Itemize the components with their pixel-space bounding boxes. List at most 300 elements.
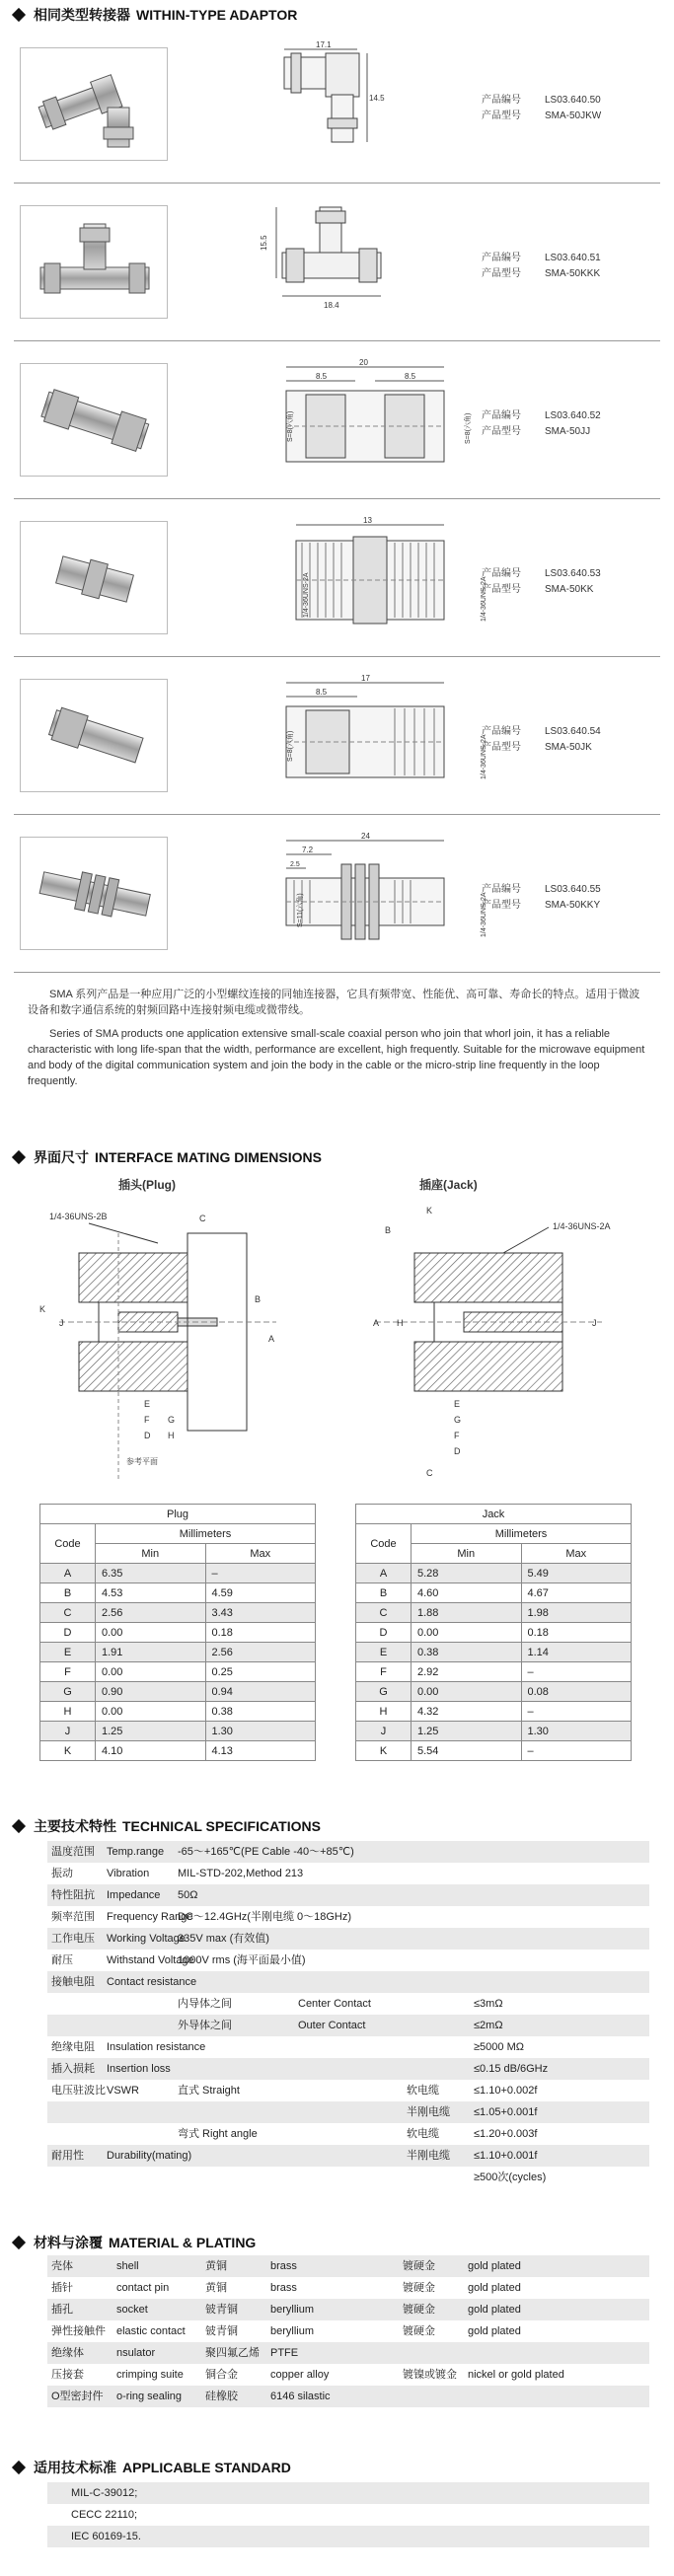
spec-row	[47, 1841, 649, 1863]
dim-letter: G	[454, 1415, 462, 1425]
interface-section-header	[14, 1146, 322, 1168]
max-cell: 4.13	[205, 1741, 316, 1761]
spec-cell: Withstand Voltage	[107, 1954, 194, 1966]
min-cell: 0.00	[96, 1623, 206, 1643]
material-cell: 压接套	[51, 2369, 84, 2381]
adaptor-row-2	[0, 187, 674, 340]
min-cell: 1.91	[96, 1643, 206, 1662]
min-cell: 0.00	[96, 1662, 206, 1682]
product-type: SMA-50KKK	[545, 268, 601, 279]
product-no-label: 产品编号	[482, 410, 521, 421]
min-cell: 0.00	[412, 1623, 522, 1643]
material-cell: beryllium	[270, 2304, 315, 2316]
product-type-label: 产品型号	[482, 742, 521, 753]
spec-cell: 1000V rms (海平面最小值)	[178, 1954, 306, 1966]
code-cell: H	[356, 1702, 412, 1722]
straight-adaptor-photo-icon	[21, 364, 169, 478]
max-cell: 0.08	[521, 1682, 632, 1702]
max-header: Max	[521, 1544, 632, 1564]
spec-cell: 弯式 Right angle	[178, 2128, 258, 2140]
min-cell: 1.25	[96, 1722, 206, 1741]
dim-letter: G	[168, 1415, 176, 1425]
adaptor-section-header	[14, 4, 297, 26]
reference-plane-label: 参考平面	[126, 1457, 158, 1466]
millimeters-header: Millimeters	[96, 1524, 316, 1544]
adaptor-row-4	[0, 503, 674, 656]
material-table	[47, 2255, 649, 2407]
material-cell: socket	[116, 2304, 148, 2316]
spec-cell: Insertion loss	[107, 2063, 171, 2075]
tech-spec-table	[47, 1841, 649, 2188]
material-cell: 铍青铜	[205, 2325, 238, 2337]
material-cell: o-ring sealing	[116, 2391, 183, 2402]
spec-cell: 接触电阻	[51, 1976, 95, 1988]
adaptor-drawing-2	[247, 197, 474, 331]
material-cell: 弹性接触件	[51, 2325, 106, 2337]
max-cell: –	[521, 1741, 632, 1761]
material-cell: O型密封件	[51, 2391, 104, 2402]
tech-title-cn: 主要技术特性	[34, 1818, 116, 1834]
adaptor-drawing-3	[247, 355, 474, 488]
product-type-label: 产品型号	[482, 268, 521, 279]
jack-table-title: Jack	[356, 1505, 632, 1524]
product-type: SMA-50JK	[545, 742, 592, 753]
material-section-header	[14, 2232, 256, 2253]
dim-letter: C	[426, 1468, 433, 1478]
material-cell: nsulator	[116, 2347, 156, 2359]
product-no-label: 产品编号	[482, 884, 521, 895]
interface-title-cn: 界面尺寸	[34, 1149, 89, 1165]
adaptor-photo-4	[20, 521, 168, 634]
spec-cell: 外导体之间	[178, 2020, 232, 2031]
tee-adaptor-photo-icon	[21, 206, 169, 320]
row-divider	[14, 498, 660, 499]
min-cell: 5.28	[412, 1564, 522, 1583]
spec-row	[47, 1971, 649, 1993]
min-cell: 4.10	[96, 1741, 206, 1761]
adaptor-drawing-6	[247, 829, 487, 962]
adaptor-title-cn: 相同类型转接器	[34, 7, 130, 23]
dim-letter: E	[144, 1399, 151, 1409]
table-row	[356, 1682, 632, 1702]
dim-letter: D	[454, 1446, 461, 1456]
spec-cell: VSWR	[107, 2085, 139, 2097]
code-cell: D	[356, 1623, 412, 1643]
max-cell: 2.56	[205, 1643, 316, 1662]
standard-section-header	[14, 2457, 291, 2478]
dim-text: 7.2	[302, 846, 314, 854]
dim-text: 18.4	[324, 301, 339, 310]
material-cell: gold plated	[468, 2260, 521, 2272]
spec-row	[47, 1950, 649, 1971]
plug-interface-diagram	[30, 1194, 336, 1490]
table-row	[40, 1722, 316, 1741]
table-row	[40, 1702, 316, 1722]
max-cell: 3.43	[205, 1603, 316, 1623]
code-cell: E	[40, 1643, 96, 1662]
dim-text: 2.5	[290, 861, 300, 868]
diamond-bullet-icon	[12, 1819, 26, 1833]
max-cell: 1.14	[521, 1643, 632, 1662]
adaptor-photo-1	[20, 47, 168, 161]
dim-letter: D	[144, 1431, 151, 1440]
spec-cell: 耐用性	[51, 2150, 84, 2162]
adaptor-labels-2	[482, 251, 601, 282]
product-type-label: 产品型号	[482, 584, 521, 595]
spec-cell: 工作电压	[51, 1933, 95, 1945]
table-row	[356, 1722, 632, 1741]
adaptor-row-1	[0, 30, 674, 183]
description-en: Series of SMA products one application extensive small-scale coaxial person who join that whorl join, it has a reliable characteristic with long life-span that the width, performance are excellent, high frequently. Suitable for the microwave equipment and body of the digital communication system and join the body in the cable or the micro-strip line frequently in the loop frequently.	[28, 1028, 645, 1087]
adaptor-photo-3	[20, 363, 168, 477]
dim-letter: K	[39, 1304, 46, 1314]
row-divider	[14, 972, 660, 973]
spec-cell: ≤3mΩ	[474, 1998, 503, 2010]
standard-item: MIL-C-39012;	[47, 2482, 649, 2504]
dim-letter: H	[168, 1431, 175, 1440]
material-row	[47, 2277, 649, 2299]
max-cell: 4.59	[205, 1583, 316, 1603]
spec-cell: Outer Contact	[298, 2020, 366, 2031]
product-no: LS03.640.51	[545, 253, 601, 263]
diamond-bullet-icon	[12, 2236, 26, 2249]
spec-row	[47, 1928, 649, 1950]
material-cell: gold plated	[468, 2304, 521, 2316]
plug-table-title: Plug	[40, 1505, 316, 1524]
material-cell: PTFE	[270, 2347, 299, 2359]
table-row	[40, 1662, 316, 1682]
code-cell: J	[356, 1722, 412, 1741]
product-no: LS03.640.50	[545, 95, 601, 106]
spec-row	[47, 2058, 649, 2080]
plug-thread-label: 1/4-36UNS-2B	[49, 1212, 108, 1221]
dim-text: S=11(六角)	[297, 893, 304, 927]
max-cell: 0.38	[205, 1702, 316, 1722]
table-row	[40, 1741, 316, 1761]
spec-cell: Temp.range	[107, 1846, 165, 1858]
product-no-label: 产品编号	[482, 95, 521, 106]
material-row	[47, 2386, 649, 2407]
adaptor-row-5	[0, 661, 674, 814]
material-row	[47, 2255, 649, 2277]
min-cell: 2.56	[96, 1603, 206, 1623]
product-type-label: 产品型号	[482, 900, 521, 911]
adaptor-row-3	[0, 345, 674, 498]
min-cell: 0.00	[96, 1702, 206, 1722]
spec-cell: MIL-STD-202,Method 213	[178, 1868, 304, 1879]
jack-dimensions-table	[355, 1504, 632, 1761]
min-cell: 0.90	[96, 1682, 206, 1702]
code-cell: J	[40, 1722, 96, 1741]
product-type: SMA-50JKW	[545, 110, 602, 121]
material-cell: shell	[116, 2260, 139, 2272]
table-row	[40, 1623, 316, 1643]
row-divider	[14, 814, 660, 815]
spec-cell: 半刚电缆	[407, 2150, 450, 2162]
code-cell: A	[40, 1564, 96, 1583]
code-header: Code	[356, 1524, 412, 1564]
material-cell: 黄铜	[205, 2282, 227, 2294]
product-description	[28, 987, 649, 1091]
dim-text: 24	[361, 832, 370, 841]
max-cell: 0.18	[205, 1623, 316, 1643]
product-no-label: 产品编号	[482, 253, 521, 263]
spec-cell: ≤1.20+0.003f	[474, 2128, 538, 2140]
spec-row	[47, 2101, 649, 2123]
product-no-label: 产品编号	[482, 726, 521, 737]
dim-text: 17	[361, 674, 370, 683]
max-cell: –	[521, 1702, 632, 1722]
material-row	[47, 2320, 649, 2342]
adaptor-row-6	[0, 819, 674, 972]
spec-row	[47, 2123, 649, 2145]
dim-text: 15.5	[260, 235, 268, 251]
spec-cell: 直式 Straight	[178, 2085, 240, 2097]
dim-letter: A	[268, 1334, 275, 1344]
table-row	[356, 1643, 632, 1662]
min-cell: 4.32	[412, 1702, 522, 1722]
max-cell: –	[205, 1564, 316, 1583]
product-no: LS03.640.54	[545, 726, 601, 737]
right-angle-adaptor-photo-icon	[21, 48, 169, 162]
code-cell: E	[356, 1643, 412, 1662]
spec-cell: 软电缆	[407, 2085, 439, 2097]
max-cell: 1.30	[205, 1722, 316, 1741]
code-cell: G	[356, 1682, 412, 1702]
spec-cell: ≤0.15 dB/6GHz	[474, 2063, 549, 2075]
dim-text: S=8(六角)	[287, 410, 294, 442]
dim-text: 13	[363, 516, 372, 525]
adaptor-labels-4	[482, 566, 601, 598]
min-cell: 4.60	[412, 1583, 522, 1603]
table-row	[356, 1741, 632, 1761]
plug-dimensions-table	[39, 1504, 316, 1761]
standard-title-en: APPLICABLE STANDARD	[122, 2460, 291, 2475]
spec-cell: ≤2mΩ	[474, 2020, 503, 2031]
barrel-adaptor-photo-icon	[21, 522, 169, 635]
material-cell: beryllium	[270, 2325, 315, 2337]
standards-list	[47, 2482, 649, 2547]
spec-cell: DC～12.4GHz(半刚电缆 0～18GHz)	[178, 1911, 352, 1923]
dim-letter: J	[592, 1318, 597, 1328]
product-type: SMA-50KKY	[545, 900, 601, 911]
spec-cell: Impedance	[107, 1889, 161, 1901]
max-cell: 0.25	[205, 1662, 316, 1682]
table-row	[356, 1662, 632, 1682]
material-cell: gold plated	[468, 2325, 521, 2337]
dim-text: 1/4-36UNS-2A	[481, 734, 487, 779]
spec-row	[47, 2015, 649, 2036]
code-cell: B	[356, 1583, 412, 1603]
product-no-label: 产品编号	[482, 568, 521, 579]
spec-row	[47, 1863, 649, 1884]
dim-letter: B	[255, 1294, 262, 1304]
spec-row	[47, 2080, 649, 2101]
spec-cell: 软电缆	[407, 2128, 439, 2140]
code-cell: F	[40, 1662, 96, 1682]
product-no: LS03.640.52	[545, 410, 601, 421]
bulkhead-adaptor-photo-icon	[21, 838, 169, 951]
dim-text: 17.1	[316, 40, 332, 49]
spec-row	[47, 2145, 649, 2167]
material-row	[47, 2364, 649, 2386]
dim-letter: K	[426, 1206, 433, 1215]
material-cell: 镀硬金	[403, 2325, 435, 2337]
material-cell: elastic contact	[116, 2325, 186, 2337]
code-cell: K	[356, 1741, 412, 1761]
material-cell: 镀镍或镀金	[403, 2369, 457, 2381]
adaptor-labels-6	[482, 882, 601, 914]
product-type-label: 产品型号	[482, 110, 521, 121]
min-cell: 0.38	[412, 1643, 522, 1662]
spec-cell: 插入损耗	[51, 2063, 95, 2075]
spec-cell: 耐压	[51, 1954, 73, 1966]
material-title-cn: 材料与涂覆	[34, 2235, 103, 2250]
spec-cell: 温度范围	[51, 1846, 95, 1858]
min-cell: 4.53	[96, 1583, 206, 1603]
table-row	[356, 1603, 632, 1623]
code-cell: F	[356, 1662, 412, 1682]
product-type: SMA-50JJ	[545, 426, 591, 437]
dim-letter: F	[144, 1415, 150, 1425]
material-cell: 插孔	[51, 2304, 73, 2316]
dim-text: 1/4-36UNS-2A	[303, 572, 310, 618]
spec-cell: 内导体之间	[178, 1998, 232, 2010]
spec-cell: Frequency Range	[107, 1911, 193, 1923]
spec-cell: Contact resistance	[107, 1976, 197, 1988]
max-cell: 1.30	[521, 1722, 632, 1741]
spec-cell: ≤1.05+0.001f	[474, 2106, 538, 2118]
dim-text: S=8(六角)	[465, 412, 472, 444]
spec-cell: Working Voltage	[107, 1933, 186, 1945]
table-row	[40, 1583, 316, 1603]
table-row	[40, 1564, 316, 1583]
code-cell: H	[40, 1702, 96, 1722]
min-header: Min	[96, 1544, 206, 1564]
min-cell: 0.00	[412, 1682, 522, 1702]
table-row	[356, 1564, 632, 1583]
spec-cell: ≥500次(cycles)	[474, 2171, 547, 2183]
code-cell: C	[40, 1603, 96, 1623]
spec-cell: 335V max (有效值)	[178, 1933, 269, 1945]
max-cell: 1.98	[521, 1603, 632, 1623]
adaptor-labels-5	[482, 724, 601, 756]
dim-letter: A	[373, 1318, 380, 1328]
description-cn: SMA 系列产品是一种应用广泛的小型螺纹连接的同轴连接器，它具有频带宽、性能优、高可靠、寿命长的特点。适用于微波设备和数字通信系统的射频回路中连接射频电缆或微带线。	[28, 989, 640, 1016]
material-cell: gold plated	[468, 2282, 521, 2294]
dim-text: 1/4-36UNS-2A	[481, 576, 487, 622]
product-no: LS03.640.55	[545, 884, 601, 895]
code-header: Code	[40, 1524, 96, 1564]
material-cell: 镀硬金	[403, 2304, 435, 2316]
min-header: Min	[412, 1544, 522, 1564]
dim-letter: F	[454, 1431, 460, 1440]
code-cell: G	[40, 1682, 96, 1702]
dim-text: 8.5	[316, 372, 328, 381]
dim-text: 8.5	[316, 688, 328, 697]
material-cell: nickel or gold plated	[468, 2369, 564, 2381]
max-cell: –	[521, 1662, 632, 1682]
table-row	[356, 1623, 632, 1643]
code-cell: A	[356, 1564, 412, 1583]
standard-title-cn: 适用技术标准	[34, 2460, 116, 2475]
dim-letter: E	[454, 1399, 461, 1409]
material-cell: crimping suite	[116, 2369, 184, 2381]
spec-cell: 半刚电缆	[407, 2106, 450, 2118]
spec-cell: 振动	[51, 1868, 73, 1879]
spec-cell: Vibration	[107, 1868, 150, 1879]
adaptor-photo-6	[20, 837, 168, 950]
standard-item: IEC 60169-15.	[47, 2526, 649, 2547]
jack-interface-diagram	[355, 1194, 651, 1490]
material-cell: 6146 silastic	[270, 2391, 331, 2402]
interface-title-en: INTERFACE MATING DIMENSIONS	[95, 1149, 322, 1165]
max-cell: 5.49	[521, 1564, 632, 1583]
min-cell: 2.92	[412, 1662, 522, 1682]
material-cell: 聚四氟乙烯	[205, 2347, 260, 2359]
material-cell: 铜合金	[205, 2369, 238, 2381]
material-cell: copper alloy	[270, 2369, 330, 2381]
dim-text: 14.5	[369, 94, 385, 103]
material-row	[47, 2299, 649, 2320]
spec-row	[47, 1993, 649, 2015]
material-cell: 硅橡胶	[205, 2391, 238, 2402]
table-row	[356, 1583, 632, 1603]
dim-text: S=8(六角)	[287, 730, 294, 762]
spec-row	[47, 1906, 649, 1928]
jk-adaptor-photo-icon	[21, 680, 169, 793]
dim-text: 1/4-36UNS-2A	[481, 892, 487, 937]
spec-cell: 50Ω	[178, 1889, 198, 1901]
code-cell: C	[356, 1603, 412, 1623]
adaptor-drawing-1	[247, 39, 474, 173]
dim-text: 20	[359, 358, 368, 367]
spec-cell: 绝缘电阻	[51, 2041, 95, 2053]
row-divider	[14, 656, 660, 657]
table-row	[40, 1643, 316, 1662]
dim-letter: B	[385, 1225, 392, 1235]
spec-cell: 特性阻抗	[51, 1889, 95, 1901]
adaptor-title-en: WITHIN-TYPE ADAPTOR	[136, 7, 298, 23]
product-type: SMA-50KK	[545, 584, 594, 595]
diamond-bullet-icon	[12, 2461, 26, 2474]
material-cell: 铍青铜	[205, 2304, 238, 2316]
dim-text: 8.5	[405, 372, 416, 381]
adaptor-photo-5	[20, 679, 168, 792]
max-cell: 0.18	[521, 1623, 632, 1643]
adaptor-drawing-5	[247, 671, 487, 804]
adaptor-photo-2	[20, 205, 168, 319]
material-cell: 插针	[51, 2282, 73, 2294]
spec-cell: ≥5000 MΩ	[474, 2041, 524, 2053]
spec-row	[47, 2036, 649, 2058]
product-no: LS03.640.53	[545, 568, 601, 579]
material-cell: brass	[270, 2260, 297, 2272]
material-cell: contact pin	[116, 2282, 170, 2294]
material-title-en: MATERIAL & PLATING	[109, 2235, 257, 2250]
min-cell: 5.54	[412, 1741, 522, 1761]
code-cell: K	[40, 1741, 96, 1761]
row-divider	[14, 183, 660, 184]
adaptor-labels-1	[482, 93, 601, 124]
spec-cell: ≤1.10+0.001f	[474, 2150, 538, 2162]
adaptor-labels-3	[482, 408, 601, 440]
spec-cell: ≤1.10+0.002f	[474, 2085, 538, 2097]
spec-row	[47, 2167, 649, 2188]
material-cell: brass	[270, 2282, 297, 2294]
spec-cell: Center Contact	[298, 1998, 371, 2010]
code-cell: D	[40, 1623, 96, 1643]
